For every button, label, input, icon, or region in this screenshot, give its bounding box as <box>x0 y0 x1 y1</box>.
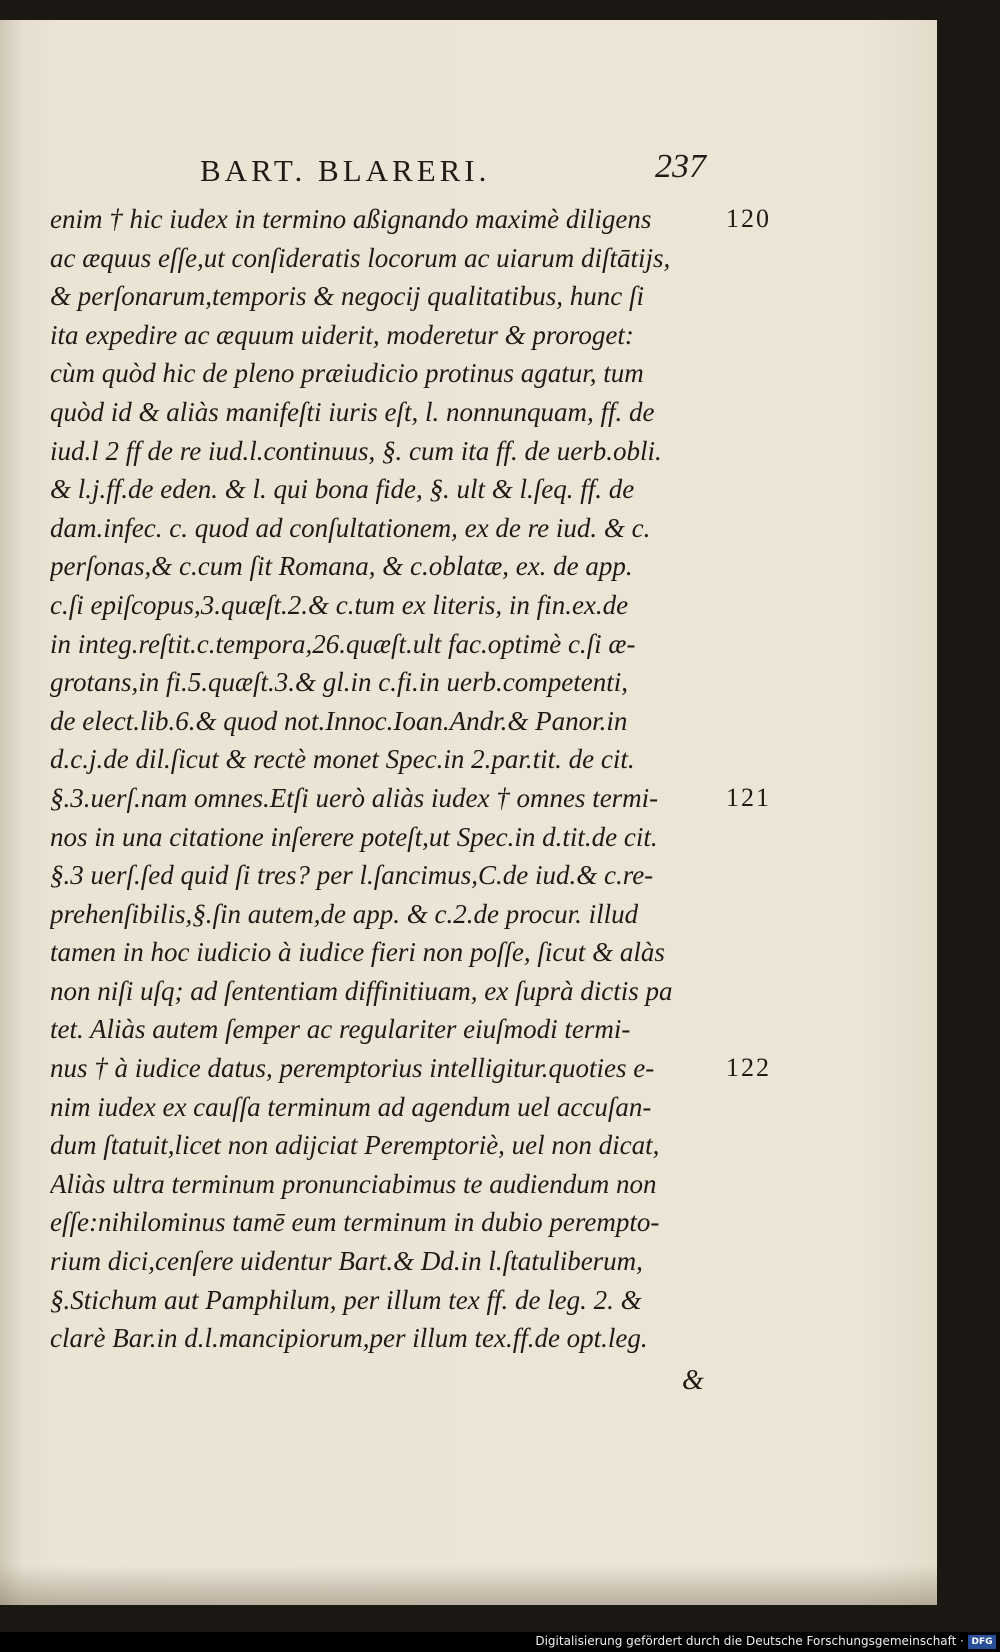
text-line: & l.j.ff.de eden. & l. qui bona fide, §. ult & l.ſeq. ff. de <box>50 474 635 505</box>
text-line: enim † hic iudex in termino aßignando maximè diligens <box>50 204 652 234</box>
text-line: de elect.lib.6.& quod not.Innoc.Ioan.Andr.& Panor.in <box>50 705 628 736</box>
footer-bar <box>0 1632 1000 1652</box>
margin-number: 122 <box>726 1053 771 1083</box>
text-line: c.ſi epiſcopus,3.quæſt.2.& c.tum ex literis, in fin.ex.de <box>50 589 629 620</box>
running-head: BART. BLARERI. <box>200 153 491 188</box>
text-line: §.3.uerſ.nam omnes.Etſi uerò aliàs iudex † omnes termi- <box>50 782 659 813</box>
text-line: d.c.j.de dil.ſicut & rectè monet Spec.in 2.par.tit. de cit. <box>50 744 635 775</box>
text-line: nus † à iudice datus, peremptorius intelligitur.quoties e- <box>50 1053 655 1084</box>
text-line: dum ſtatuit,licet non adijciat Peremptoriè, uel non dicat, <box>50 1130 660 1161</box>
catchword: & <box>682 1365 704 1396</box>
page-number: 237 <box>655 148 706 185</box>
text-line: & perſonarum,temporis & negocij qualitatibus, hunc ſi <box>50 281 644 312</box>
text-line: nos in una citatione inſerere poteſt,ut Spec.in d.tit.de cit. <box>50 821 658 852</box>
text-line: tet. Aliàs autem ſemper ac regulariter eiuſmodi termi- <box>50 1014 631 1045</box>
text-line: Aliàs ultra terminum pronunciabimus te audiendum non <box>50 1168 657 1199</box>
funding-credit: Digitalisierung gefördert durch die Deutsche Forschungsgemeinschaft · <box>535 1634 964 1648</box>
text-line: nim iudex ex cauſſa terminum ad agendum uel accuſan- <box>50 1091 652 1122</box>
text-line: iud.l 2 ff de re iud.l.continuus, §. cum ita ff. de uerb.obli. <box>50 435 662 466</box>
text-line: eſſe:nihilominus tamē eum terminum in dubio perempto- <box>50 1207 660 1238</box>
text-line: ac æquus eſſe,ut conſideratis locorum ac uiarum diſtātijs, <box>50 242 671 273</box>
text-line: dam.infec. c. quod ad conſultationem, ex de re iud. & c. <box>50 512 651 543</box>
text-line: in integ.reſtit.c.tempora,26.quæſt.ult fac.optimè c.ſi æ- <box>50 628 636 659</box>
text-line: §.Stichum aut Pamphilum, per illum tex ff. de leg. 2. & <box>50 1284 642 1315</box>
text-line: tamen in hoc iudicio à iudice fieri non poſſe, ſicut & alàs <box>50 937 665 968</box>
text-line: non niſi uſq; ad ſententiam diffinitiuam, ex ſuprà dictis pa <box>50 975 673 1006</box>
dfg-logo-icon: DFG <box>968 1635 996 1649</box>
margin-number: 121 <box>726 783 771 812</box>
text-line: prehenſibilis,§.ſin autem,de app. & c.2.de procur. illud <box>50 898 639 929</box>
text-line: clarè Bar.in d.l.mancipiorum,per illum tex.ff.de opt.leg. <box>50 1323 648 1354</box>
book-page <box>0 20 937 1605</box>
text-line: cùm quòd hic de pleno præiudicio protinus agatur, tum <box>50 358 644 389</box>
text-line: grotans,in fi.5.quæſt.3.& gl.in c.fi.in uerb.competenti, <box>50 667 628 698</box>
margin-number: 120 <box>726 204 771 233</box>
text-line: perſonas,& c.cum ſit Romana, & c.oblatæ, ex. de app. <box>50 551 633 582</box>
text-line: rium dici,cenſere uidentur Bart.& Dd.in l.ſtatuliberum, <box>50 1246 643 1277</box>
text-line: ita expedire ac æquum uiderit, moderetur & proroget: <box>50 319 634 350</box>
text-line: quòd id & aliàs manifeſti iuris eſt, l. nonnunquam, ff. de <box>50 396 655 427</box>
body-text <box>50 200 718 1358</box>
text-line: §.3 uerſ.ſed quid ſi tres? per l.ſancimus,C.de iud.& c.re- <box>50 860 654 891</box>
